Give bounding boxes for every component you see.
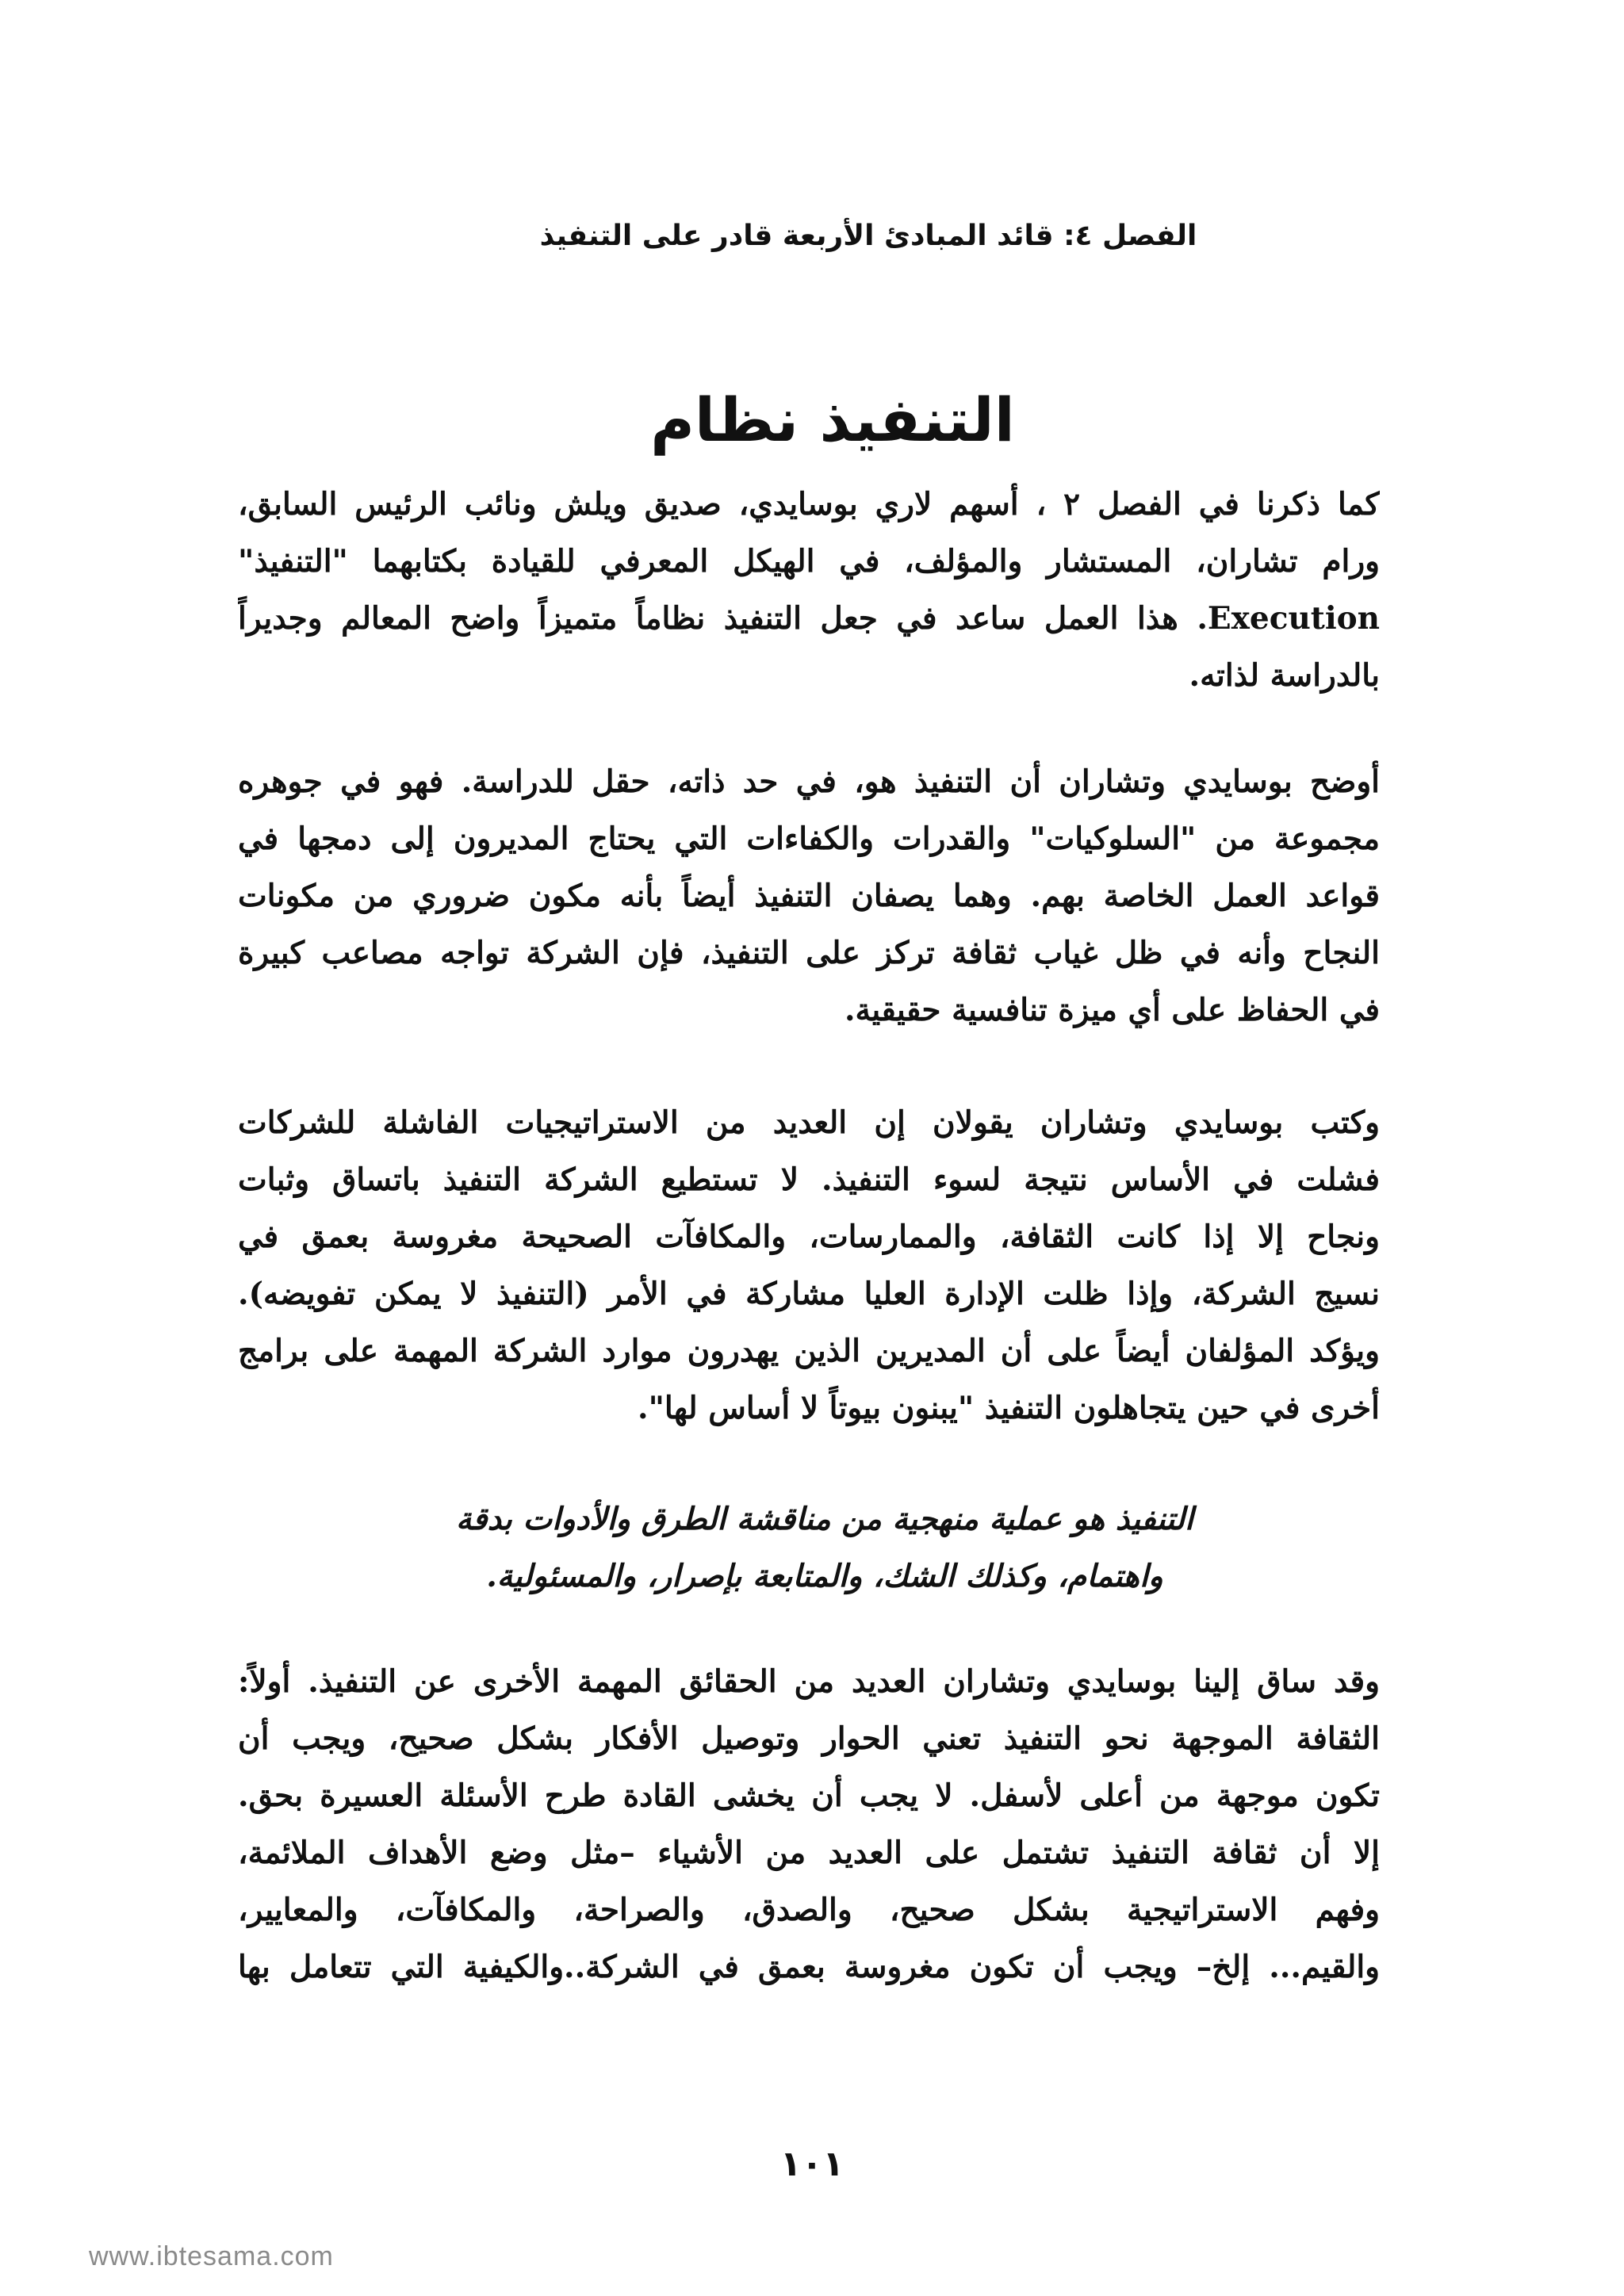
paragraph-line: وكتب بوسايدي وتشاران يقولان إن العديد من الاستراتيجيات الفاشلة للشركات	[238, 1104, 1380, 1141]
paragraph-line: ويؤكد المؤلفان أيضاً على أن المديرين الذين يهدرون موارد الشركة المهمة على برامج	[238, 1333, 1380, 1369]
paragraph-line: ورام تشاران، المستشار والمؤلف، في الهيكل المعرفي للقيادة بكتابهما "التنفيذ"	[238, 543, 1380, 580]
page-number: ١٠١	[779, 2144, 845, 2184]
paragraph	[238, 1094, 1380, 1437]
paragraph-line: النجاح وأنه في ظل غياب ثقافة تركز على التنفيذ، فإن الشركة تواجه مصاعب كبيرة	[238, 935, 1380, 971]
paragraph	[238, 1653, 1380, 1996]
paragraph-line: أوضح بوسايدي وتشاران أن التنفيذ هو، في حد ذاته، حقل للدراسة. فهو في جوهره	[238, 763, 1380, 800]
section-title: التنفيذ نظام	[650, 385, 1015, 455]
paragraph-line: كما ذكرنا في الفصل ٢ ، أسهم لاري بوسايدي، صديق ويلش ونائب الرئيس السابق،	[238, 486, 1380, 522]
quote-line: واهتمام، وكذلك الشك، والمتابعة بإصرار، والمسئولية.	[486, 1558, 1163, 1594]
paragraph-line: إلا أن ثقافة التنفيذ تشتمل على العديد من الأشياء –مثل وضع الأهداف الملائمة،	[238, 1835, 1380, 1871]
pull-quote	[428, 1490, 1221, 1605]
paragraph-line: وفهم الاستراتيجية بشكل صحيح، والصدق، والصراحة، والمكافآت، والمعايير،	[238, 1892, 1380, 1928]
paragraph-line: وقد ساق إلينا بوسايدي وتشاران العديد من الحقائق المهمة الأخرى عن التنفيذ. أولاً:	[238, 1663, 1380, 1700]
paragraph-line: في الحفاظ على أي ميزة تنافسية حقيقية.	[844, 992, 1380, 1028]
paragraph-line: والقيم... إلخ– ويجب أن تكون مغروسة بعمق في الشركة..والكيفية التي تتعامل بها	[238, 1949, 1380, 1985]
paragraph	[238, 476, 1380, 704]
paragraph-line: تكون موجهة من أعلى لأسفل. لا يجب أن يخشى القادة طرح الأسئلة العسيرة بحق.	[238, 1777, 1380, 1814]
paragraph-line: قواعد العمل الخاصة بهم. وهما يصفان التنفيذ أيضاً بأنه مكون ضروري من مكونات	[238, 878, 1380, 914]
paragraph-line: الثقافة الموجهة نحو التنفيذ تعني الحوار وتوصيل الأفكار بشكل صحيح، ويجب أن	[238, 1720, 1380, 1757]
paragraph	[238, 753, 1380, 1039]
paragraph-line: بالدراسة لذاته.	[1189, 657, 1380, 694]
watermark-text: www.ibtesama.com	[89, 2241, 334, 2271]
paragraph-line: ونجاح إلا إذا كانت الثقافة، والممارسات، والمكافآت الصحيحة مغروسة بعمق في	[238, 1219, 1380, 1255]
running-header: الفصل ٤: قائد المبادئ الأربعة قادر على التنفيذ	[539, 220, 1197, 252]
quote-line: التنفيذ هو عملية منهجية من مناقشة الطرق والأدوات بدقة	[456, 1501, 1193, 1537]
paragraph-line: فشلت في الأساس نتيجة لسوء التنفيذ. لا تستطيع الشركة التنفيذ باتساق وثبات	[238, 1161, 1380, 1198]
paragraph-line: مجموعة من "السلوكيات" والقدرات والكفاءات التي يحتاج المديرون إلى دمجها في	[238, 821, 1380, 857]
paragraph-line: نسيج الشركة، وإذا ظلت الإدارة العليا مشاركة في الأمر (التنفيذ لا يمكن تفويضه).	[238, 1276, 1380, 1312]
paragraph-line: Execution. هذا العمل ساعد في جعل التنفيذ نظاماً متميزاً واضح المعالم وجديراً	[238, 600, 1380, 637]
paragraph-line: أخرى في حين يتجاهلون التنفيذ "يبنون بيوتاً لا أساس لها".	[638, 1390, 1380, 1426]
